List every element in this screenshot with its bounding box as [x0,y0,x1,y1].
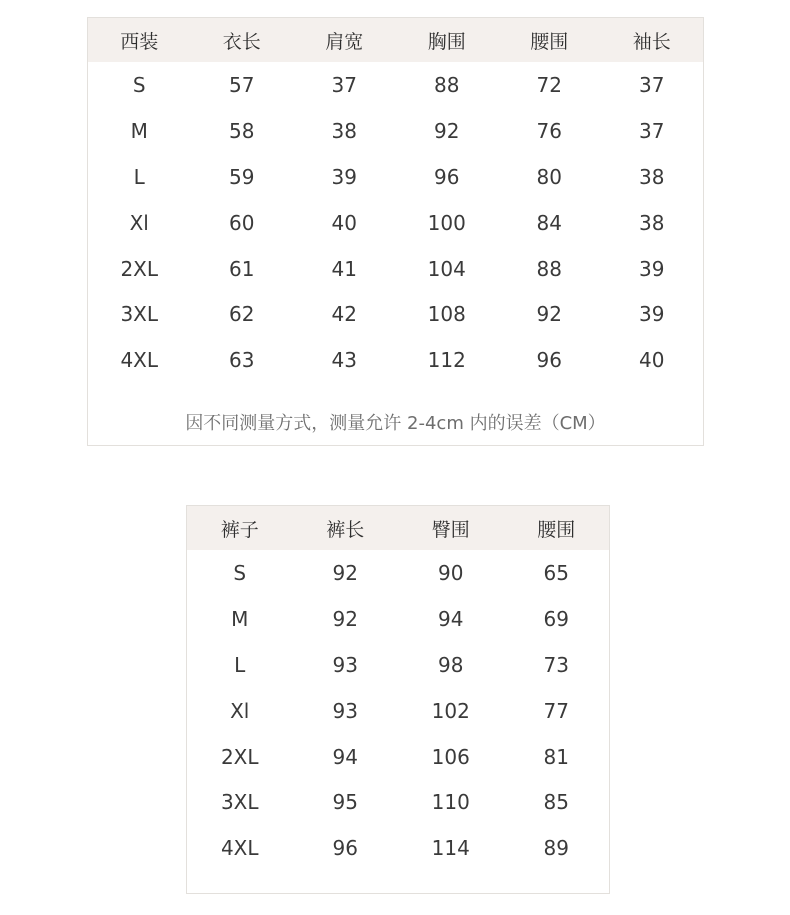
table-cell: 94 [438,606,464,631]
table-row [187,550,609,596]
table-cell: 39 [639,256,665,281]
table-row [88,154,703,200]
column-header-waist: 腰围 [530,30,569,53]
size-cell: S [233,560,247,585]
column-header-style: 西装 [120,30,159,53]
table-cell: 92 [332,560,358,585]
table-cell: 85 [543,790,569,815]
size-cell: 2XL [220,744,259,769]
table-cell: 88 [434,72,460,97]
table-row [187,596,609,642]
size-cell: 3XL [120,302,159,327]
table-cell: 61 [229,256,255,281]
table-cell: 41 [331,256,357,281]
table-cell: 63 [229,348,255,373]
table-cell: 38 [331,118,357,143]
table-cell: 40 [331,210,357,235]
column-header-chest: 胸围 [427,30,466,53]
measurement-note: 因不同测量方式，测量允许 2-4cm 内的误差（CM） [185,413,606,435]
column-header-shoulder: 肩宽 [325,30,364,53]
table-cell: 96 [332,836,358,861]
table-cell: 59 [229,164,255,189]
size-cell: L [133,164,145,189]
table-cell: 89 [543,836,569,861]
pants-size-table [186,505,610,894]
table-cell: 106 [431,744,470,769]
table-cell: 95 [332,790,358,815]
table-row [187,779,609,825]
column-header-sleeve: 袖长 [632,30,671,53]
table-row [88,108,703,154]
table-row [187,825,609,871]
table-cell: 92 [332,606,358,631]
table-row [187,642,609,688]
table-row [187,734,609,780]
table-cell: 57 [229,72,255,97]
table-cell: 93 [332,698,358,723]
table-cell: 80 [536,164,562,189]
table-cell: 84 [536,210,562,235]
table-row [88,246,703,292]
table-cell: 37 [639,118,665,143]
table-row [88,291,703,337]
table-row [187,688,609,734]
table-cell: 40 [639,348,665,373]
table-cell: 93 [332,652,358,677]
table-row [88,337,703,383]
size-cell: 2XL [120,256,159,281]
table-cell: 39 [331,164,357,189]
table-cell: 69 [543,606,569,631]
column-header-style: 裤子 [220,518,259,541]
table-cell: 108 [427,302,466,327]
table-cell: 73 [543,652,569,677]
table-cell: 92 [434,118,460,143]
table-cell: 98 [438,652,464,677]
column-header-length: 裤长 [326,518,365,541]
table-cell: 72 [536,72,562,97]
size-cell: 4XL [220,836,259,861]
size-cell: 4XL [120,348,159,373]
table-header-row [88,18,703,62]
table-cell: 37 [639,72,665,97]
size-cell: Xl [129,210,149,235]
table-header-row [187,506,609,550]
table-cell: 90 [438,560,464,585]
table-cell: 92 [536,302,562,327]
size-cell: M [130,118,148,143]
table-cell: 94 [332,744,358,769]
table-cell: 39 [639,302,665,327]
table-cell: 110 [431,790,470,815]
size-cell: L [234,652,246,677]
table-cell: 42 [331,302,357,327]
table-cell: 38 [639,164,665,189]
size-cell: Xl [230,698,250,723]
table-cell: 96 [536,348,562,373]
table-cell: 102 [431,698,470,723]
size-cell: S [132,72,146,97]
table-cell: 58 [229,118,255,143]
table-cell: 81 [543,744,569,769]
table-row [88,62,703,108]
table-cell: 62 [229,302,255,327]
table-cell: 96 [434,164,460,189]
column-header-hip: 臀围 [431,518,470,541]
table-cell: 104 [427,256,466,281]
table-cell: 114 [431,836,470,861]
table-cell: 60 [229,210,255,235]
column-header-length: 衣长 [222,30,261,53]
table-cell: 43 [331,348,357,373]
table-cell: 76 [536,118,562,143]
table-cell: 37 [331,72,357,97]
table-cell: 65 [543,560,569,585]
table-cell: 88 [536,256,562,281]
suit-size-table [87,17,704,446]
table-cell: 112 [427,348,466,373]
column-header-waist: 腰围 [537,518,576,541]
size-cell: M [231,606,249,631]
table-cell: 77 [543,698,569,723]
size-cell: 3XL [220,790,259,815]
table-row [88,200,703,246]
table-cell: 38 [639,210,665,235]
pants-size-grid [187,506,609,871]
table-cell: 100 [427,210,466,235]
suit-size-grid [88,18,703,383]
